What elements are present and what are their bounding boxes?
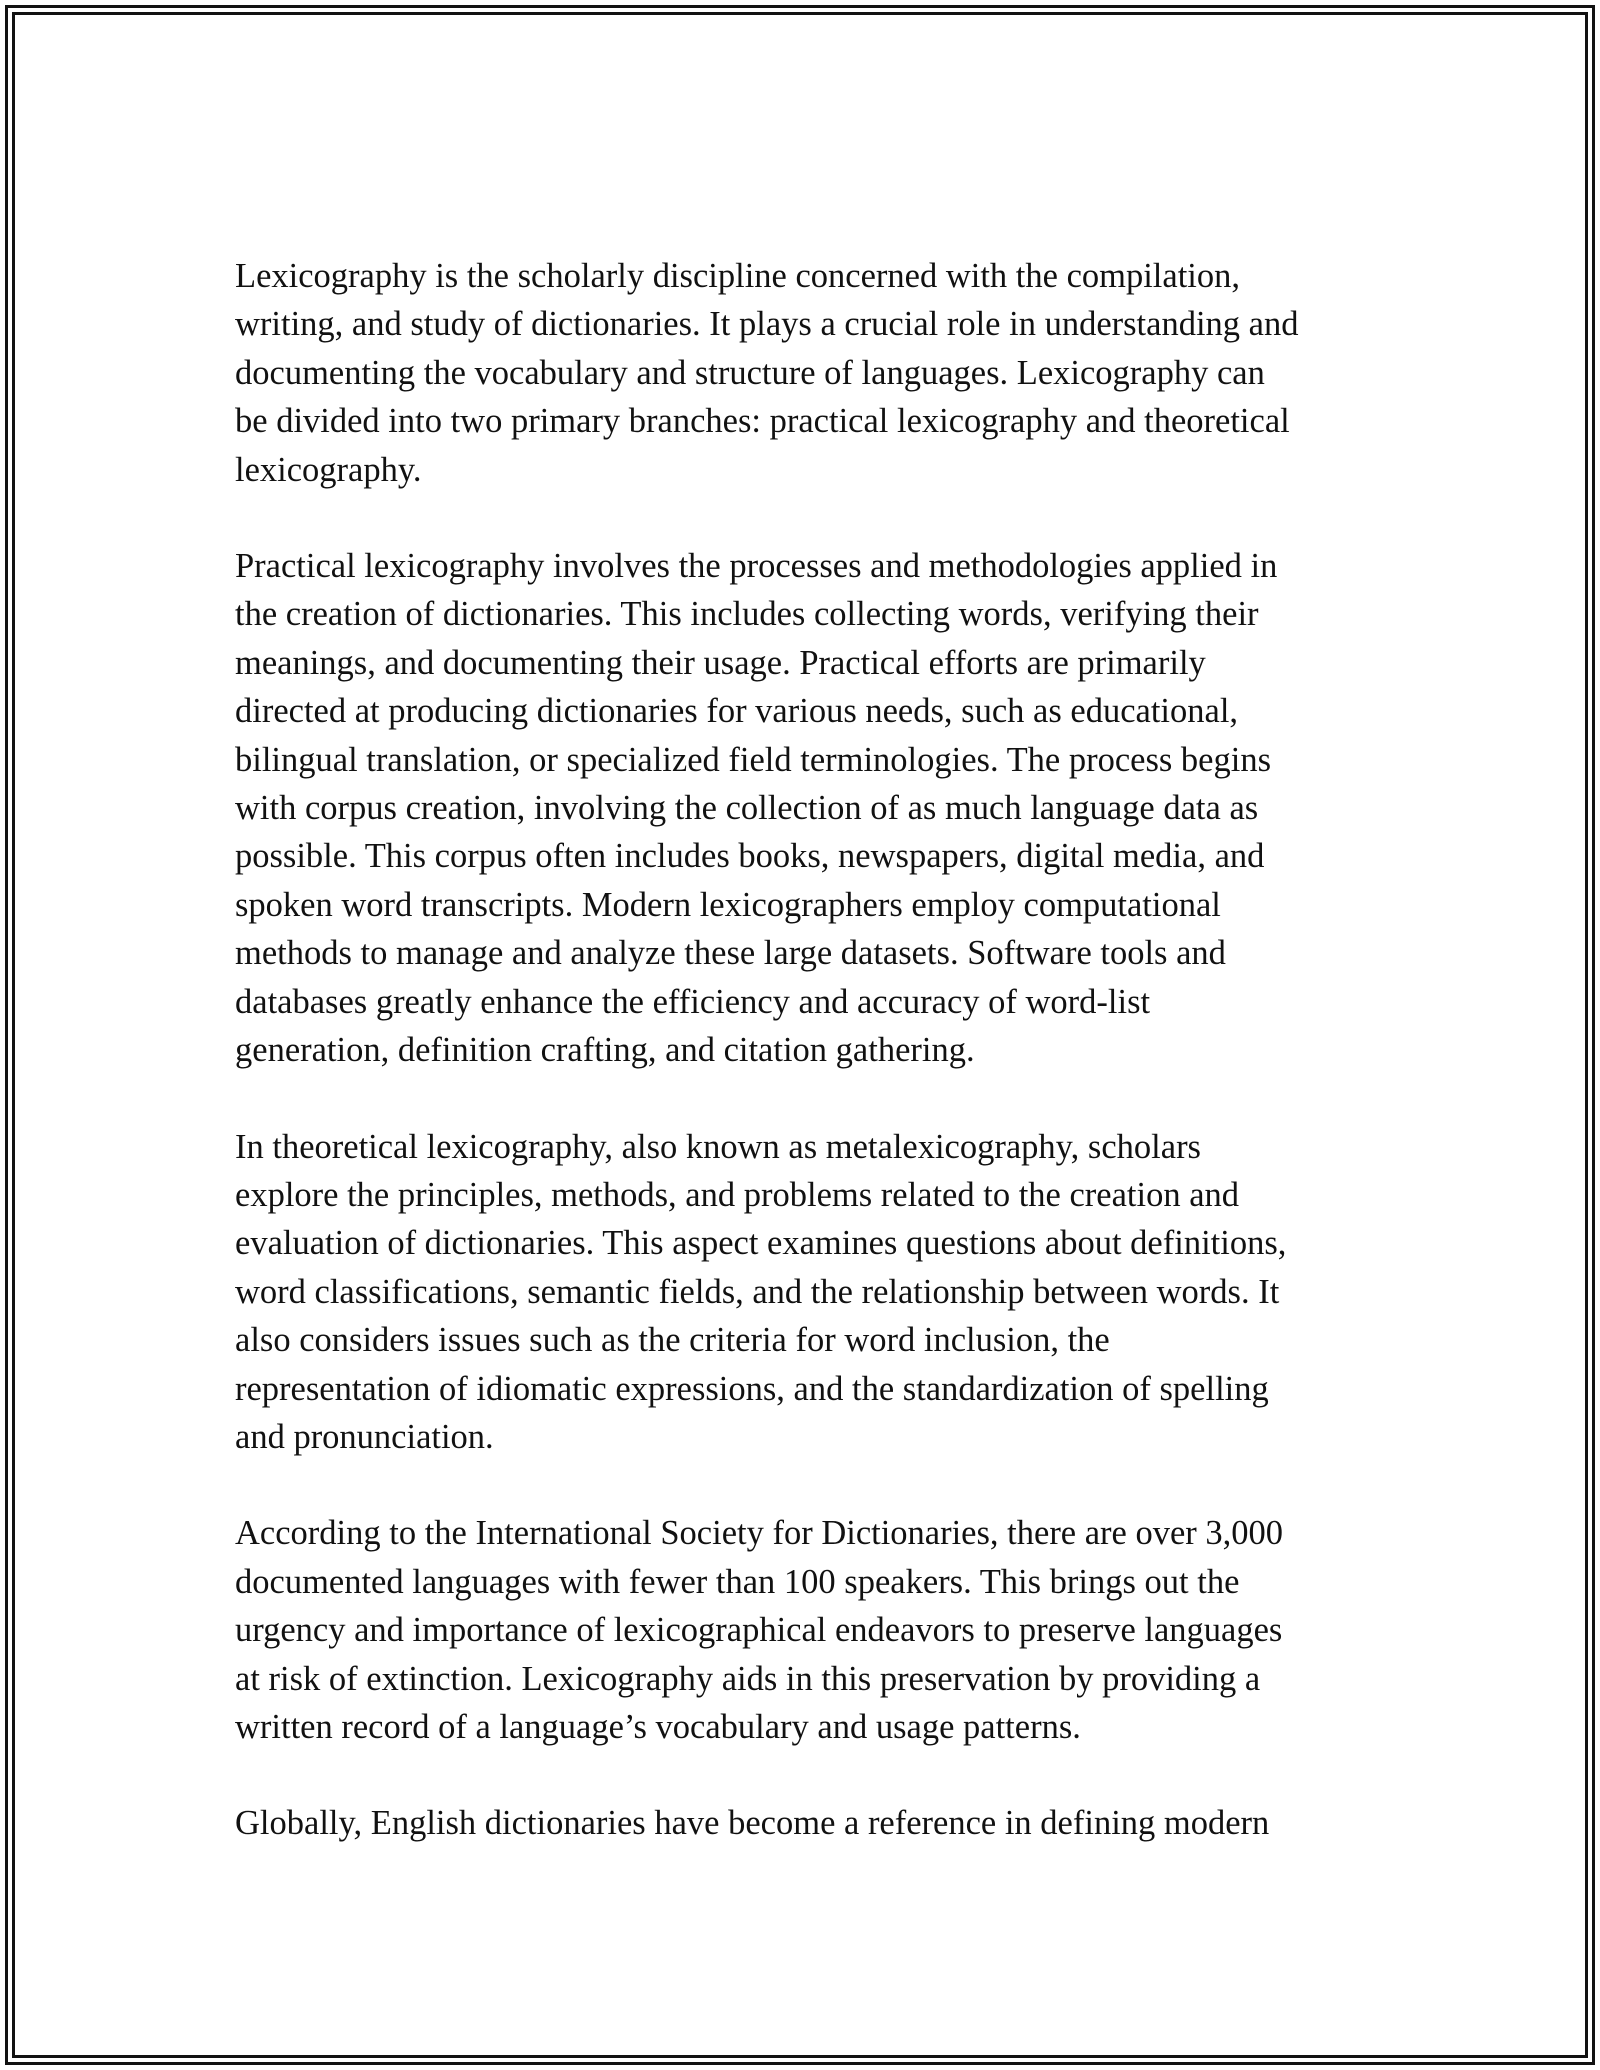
text-line: meanings, and documenting their usage. Practical efforts are primarily — [235, 643, 1206, 682]
text-line: the creation of dictionaries. This includes collecting words, verifying their — [235, 595, 1259, 634]
text-line: databases greatly enhance the efficiency and accuracy of word-list — [235, 982, 1151, 1021]
text-line: representation of idiomatic expressions, and the standardization of spelling — [235, 1369, 1269, 1408]
text-line: methods to manage and analyze these large datasets. Software tools and — [235, 934, 1226, 973]
text-line: and pronunciation. — [235, 1417, 494, 1456]
text-line: also considers issues such as the criteria for word inclusion, the — [235, 1321, 1110, 1360]
text-line: explore the principles, methods, and problems related to the creation and — [235, 1175, 1240, 1214]
text-line: Practical lexicography involves the processes and methodologies applied in — [235, 547, 1278, 586]
text-line: According to the International Society for Dictionaries, there are over 3,000 — [235, 1514, 1284, 1553]
text-line: directed at producing dictionaries for various needs, such as educational, — [235, 692, 1239, 731]
text-line: In theoretical lexicography, also known as metalexicography, scholars — [235, 1127, 1201, 1166]
text-line: urgency and importance of lexicographical endeavors to preserve languages — [235, 1611, 1283, 1650]
text-line: documented languages with fewer than 100 speakers. This brings out the — [235, 1562, 1240, 1601]
paragraph-practical-lexicography — [235, 542, 1375, 1074]
text-line: at risk of extinction. Lexicography aids in this preservation by providing a — [235, 1659, 1261, 1698]
paragraph-english-dictionaries — [235, 1799, 1375, 1847]
document-body — [235, 252, 1375, 1896]
text-line: evaluation of dictionaries. This aspect examines questions about definitions, — [235, 1224, 1287, 1263]
text-line: possible. This corpus often includes books, newspapers, digital media, and — [235, 837, 1265, 876]
text-line: written record of a language’s vocabulary and usage patterns. — [235, 1707, 1081, 1746]
text-line: Globally, English dictionaries have become a reference in defining modern — [235, 1804, 1270, 1843]
paragraph-intro — [235, 252, 1375, 494]
paragraph-language-preservation — [235, 1509, 1375, 1751]
text-line: spoken word transcripts. Modern lexicographers employ computational — [235, 885, 1221, 924]
text-line: documenting the vocabulary and structure of languages. Lexicography can — [235, 353, 1265, 392]
text-line: be divided into two primary branches: practical lexicography and theoretical — [235, 402, 1290, 441]
text-line: bilingual translation, or specialized field terminologies. The process begins — [235, 740, 1272, 779]
text-line: generation, definition crafting, and citation gathering. — [235, 1031, 975, 1070]
text-line: writing, and study of dictionaries. It plays a crucial role in understanding and — [235, 305, 1299, 344]
text-line: Lexicography is the scholarly discipline concerned with the compilation, — [235, 257, 1240, 295]
text-line: lexicography. — [235, 450, 422, 489]
text-line: word classifications, semantic fields, and the relationship between words. It — [235, 1272, 1280, 1311]
paragraph-theoretical-lexicography — [235, 1123, 1375, 1462]
text-line: with corpus creation, involving the collection of as much language data as — [235, 789, 1259, 828]
